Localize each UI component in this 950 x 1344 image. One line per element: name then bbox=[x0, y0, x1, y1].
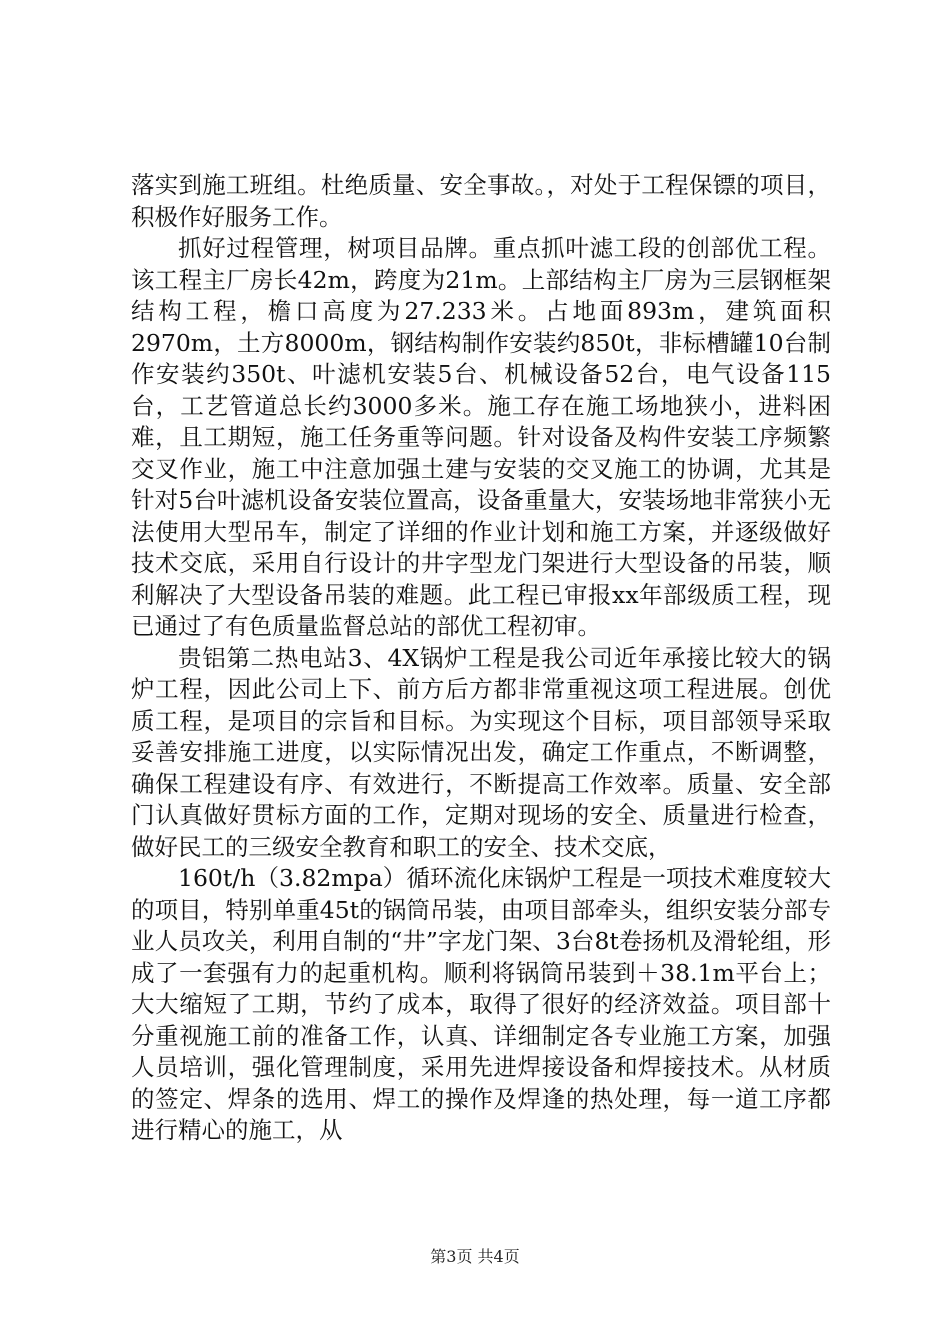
page-number-label: 第3页 共4页 bbox=[430, 1247, 520, 1266]
document-body bbox=[131, 170, 831, 1147]
paragraph-4: 160t/h（3.82mpa）循环流化床锅炉工程是一项技术难度较大的项目，特别单重45t的锅筒吊装，由项目部牵头，组织安装分部专业人员攻关，利用自制的“井”字龙门架、3台8t卷扬机及滑轮组，形成了一套强有力的起重机构。顺利将锅筒吊装到＋38.1m平台上；大大缩短了工期，节约了成本，取得了很好的经济效益。项目部十分重视施工前的准备工作，认真、详细制定各专业施工方案，加强人员培训，强化管理制度，采用先进焊接设备和焊接技术。从材质的签定、焊条的选用、焊工的操作及焊逢的热处理，每一道工序都进行精心的施工，从 bbox=[131, 864, 831, 1144]
page-footer bbox=[0, 1244, 950, 1267]
paragraph-2: 抓好过程管理，树项目品牌。重点抓叶滤工段的创部优工程。该工程主厂房长42m，跨度为21m。上部结构主厂房为三层钢框架结构工程，檐口高度为27.233米。占地面893m，建筑面积2970m，土方8000m，钢结构制作安装约850t，非标槽罐10台制作安装约350t、叶滤机安装5台、机械设备52台，电气设备115台，工艺管道总长约3000多米。施工存在施工场地狭小，进料困难，且工期短，施工任务重等问题。针对设备及构件安装工序频繁交叉作业，施工中注意加强土建与安装的交叉施工的协调，尤其是针对5台叶滤机设备安装位置高，设备重量大，安装场地非常狭小无法使用大型吊车，制定了详细的作业计划和施工方案，并逐级做好技术交底，采用自行设计的井字型龙门架进行大型设备的吊装，顺利解决了大型设备吊装的难题。此工程已审报xx年部级质工程，现已通过了有色质量监督总站的部优工程初审。 bbox=[131, 234, 831, 640]
paragraph-1: 落实到施工班组。杜绝质量、安全事故。，对处于工程保镖的项目，积极作好服务工作。 bbox=[131, 171, 831, 231]
paragraph-3: 贵铝第二热电站3、4X锅炉工程是我公司近年承接比较大的锅炉工程，因此公司上下、前方后方都非常重视这项工程进展。创优质工程，是项目的宗旨和目标。为实现这个目标，项目部领导采取妥善安排施工进度，以实际情况出发，确定工作重点，不断调整，确保工程建设有序、有效进行，不断提高工作效率。质量、安全部门认真做好贯标方面的工作，定期对现场的安全、质量进行检查，做好民工的三级安全教育和职工的安全、技术交底， bbox=[131, 643, 831, 861]
